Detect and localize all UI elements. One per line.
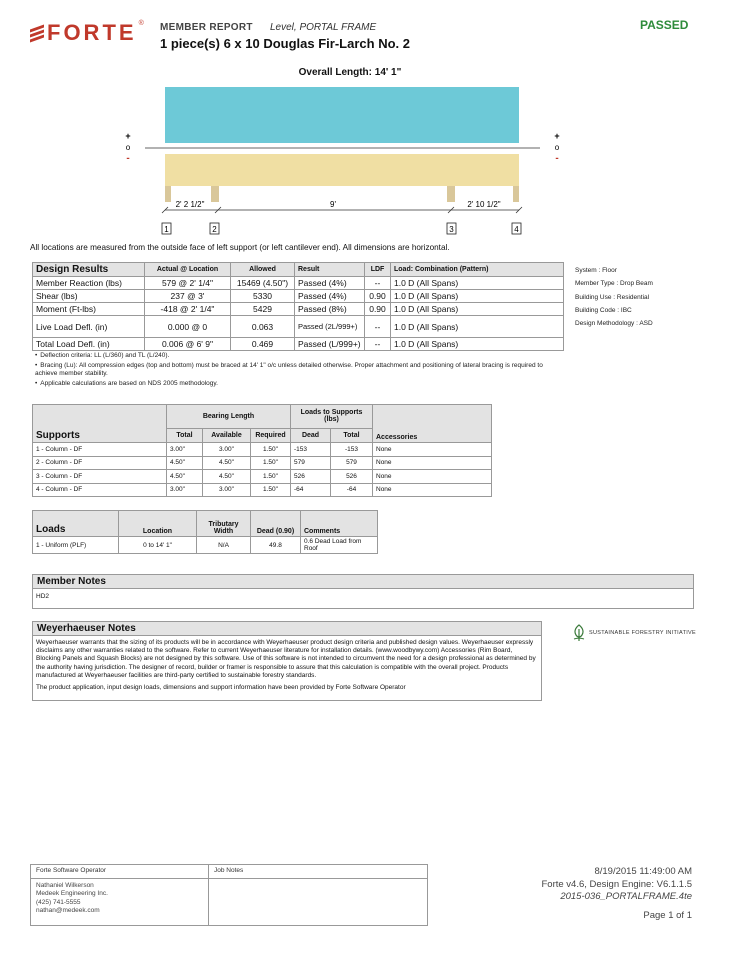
col-header: Total bbox=[331, 428, 373, 442]
load-area bbox=[165, 87, 519, 143]
col-header: Actual @ Location bbox=[145, 263, 231, 277]
status-badge: PASSED bbox=[640, 18, 689, 32]
weyerhaeuser-paragraph: Weyerhaeuser warrants that the sizing of its products will be in accordance with Weyerhaeuser product design criteria and published design values. Weyerhaeuser expressly disclaims any other warranties related to the software. Refer to current Weyerhaeuser literature for installation details. (www.woodbywy.com) Accessories (Rim Board, Blocking Panels and Squash Blocks) are not designed by this software. Use of this software is not intended to circumvent the need for a design professional as determined by the authority having jurisdiction. The designer of record, builder or framer is responsible to assure that this calculation is compatible with the overall project. Products manufactured at Weyerhaeuser facilities are third-party certified to sustainable forestry standards. bbox=[36, 639, 536, 679]
right-plus-sign: + bbox=[554, 131, 560, 141]
table-row bbox=[33, 470, 492, 484]
operator-email: nathan@medeek.com bbox=[36, 907, 100, 915]
cell: 1.0 D (All Spans) bbox=[391, 316, 564, 338]
cell: Passed (4%) bbox=[295, 290, 365, 303]
table-row bbox=[33, 277, 564, 290]
logo-text: FORTE bbox=[47, 20, 137, 45]
right-zero-sign: o bbox=[554, 143, 560, 152]
cell: -- bbox=[365, 338, 391, 351]
note-item: • Deflection criteria: LL (L/360) and TL (L/240). bbox=[35, 352, 170, 359]
cell: 0.6 Dead Load from Roof bbox=[301, 537, 378, 554]
cell: Passed (8%) bbox=[295, 303, 365, 316]
cell: N/A bbox=[197, 537, 251, 554]
cell: 579 bbox=[291, 456, 331, 470]
cell: Moment (Ft-lbs) bbox=[33, 303, 145, 316]
cell: -153 bbox=[291, 443, 331, 457]
cell: None bbox=[373, 483, 492, 497]
beam-diagram bbox=[0, 0, 750, 245]
left-plus-sign: + bbox=[125, 131, 131, 141]
cell: 526 bbox=[331, 470, 373, 484]
cell: Member Reaction (lbs) bbox=[33, 277, 145, 290]
cell: -418 @ 2' 1/4" bbox=[145, 303, 231, 316]
cell: -153 bbox=[331, 443, 373, 457]
cell: 0.90 bbox=[365, 290, 391, 303]
job-notes-header: Job Notes bbox=[209, 865, 427, 879]
cell: 526 bbox=[291, 470, 331, 484]
support-number-1: 1 bbox=[164, 225, 169, 234]
table-row bbox=[33, 443, 492, 457]
note-item: • Applicable calculations are based on NDS 2005 methodology. bbox=[35, 380, 218, 387]
version: Forte v4.6, Design Engine: V6.1.1.5 bbox=[541, 878, 692, 890]
member-notes-title: Member Notes bbox=[32, 574, 694, 589]
left-zero-sign: o bbox=[125, 143, 131, 152]
cell: 15469 (4.50") bbox=[231, 277, 295, 290]
col-header: Tributary Width bbox=[197, 511, 251, 537]
cell: 1.0 D (All Spans) bbox=[391, 277, 564, 290]
cell: Total Load Defl. (in) bbox=[33, 338, 145, 351]
cell: -64 bbox=[291, 483, 331, 497]
col-header: Accessories bbox=[373, 405, 492, 443]
system-info-line: Building Use : Residential bbox=[575, 293, 650, 301]
cell: None bbox=[373, 443, 492, 457]
cell: 1.50" bbox=[251, 470, 291, 484]
system-info bbox=[575, 264, 653, 330]
cell: 1.0 D (All Spans) bbox=[391, 338, 564, 351]
job-notes-column bbox=[209, 865, 427, 925]
dimension-label-3: 2' 10 1/2" bbox=[467, 200, 501, 209]
note-text: Bracing (Lu): All compression edges (top and bottom) must be braced at 14' 1" o/c unless detailed otherwise. Proper attachment and positioning of lateral bracing is required to achieve member stability. bbox=[35, 362, 543, 377]
table-row bbox=[33, 303, 564, 316]
sfi-tree-icon bbox=[572, 624, 586, 642]
member-beam bbox=[165, 154, 519, 186]
support-post-2 bbox=[211, 186, 219, 202]
cell: 0.063 bbox=[231, 316, 295, 338]
cell: 1.0 D (All Spans) bbox=[391, 303, 564, 316]
cell: Shear (lbs) bbox=[33, 290, 145, 303]
cell: Passed (2L/999+) bbox=[295, 316, 365, 338]
cell: 0.000 @ 0 bbox=[145, 316, 231, 338]
cell: Passed (4%) bbox=[295, 277, 365, 290]
footer-info-box bbox=[30, 864, 428, 926]
table-row bbox=[33, 338, 564, 351]
cell: 3 - Column - DF bbox=[33, 470, 167, 484]
weyerhaeuser-notes-section bbox=[32, 621, 542, 701]
cell: 49.8 bbox=[251, 537, 301, 554]
cell: 4.50" bbox=[167, 470, 203, 484]
logo-registered-mark: ® bbox=[138, 20, 144, 27]
report-meta bbox=[480, 866, 692, 904]
cell: 0 to 14' 1" bbox=[119, 537, 197, 554]
col-header: Comments bbox=[301, 511, 378, 537]
system-info-line: System : Floor bbox=[575, 267, 617, 274]
col-header: Dead bbox=[291, 428, 331, 442]
design-results-title: Design Results bbox=[33, 263, 145, 277]
note-text: Applicable calculations are based on NDS 2005 methodology. bbox=[40, 380, 218, 387]
system-info-line: Member Type : Drop Beam bbox=[575, 280, 653, 288]
supports-title: Supports bbox=[33, 405, 167, 443]
cell: Live Load Defl. (in) bbox=[33, 316, 145, 338]
cell: 3.00" bbox=[167, 483, 203, 497]
col-header: Required bbox=[251, 428, 291, 442]
table-row bbox=[33, 537, 378, 554]
loads-table bbox=[32, 510, 378, 554]
cell: None bbox=[373, 456, 492, 470]
cell: 0.006 @ 6' 9" bbox=[145, 338, 231, 351]
table-header-row bbox=[33, 263, 564, 277]
operator-company: Medeek Engineering Inc. bbox=[36, 890, 108, 898]
table-row bbox=[33, 456, 492, 470]
operator-column bbox=[31, 865, 209, 925]
cell: 4 - Column - DF bbox=[33, 483, 167, 497]
system-info-line: Design Methodology : ASD bbox=[575, 320, 653, 328]
cell: 3.00" bbox=[167, 443, 203, 457]
left-minus-sign: - bbox=[126, 153, 130, 164]
cell: 2 - Column - DF bbox=[33, 456, 167, 470]
cell: 237 @ 3' bbox=[145, 290, 231, 303]
operator-details bbox=[31, 879, 208, 919]
col-header: Load: Combination (Pattern) bbox=[391, 263, 564, 277]
design-results-table bbox=[32, 262, 564, 351]
cell: 1.50" bbox=[251, 456, 291, 470]
cell: 0.469 bbox=[231, 338, 295, 351]
col-header: Result bbox=[295, 263, 365, 277]
cell: 1 - Uniform (PLF) bbox=[33, 537, 119, 554]
system-info-line: Building Code : IBC bbox=[575, 306, 632, 314]
col-header: LDF bbox=[365, 263, 391, 277]
dimension-label-2: 9' bbox=[330, 200, 336, 209]
col-header: Location bbox=[119, 511, 197, 537]
cell: -- bbox=[365, 277, 391, 290]
page-number: Page 1 of 1 bbox=[643, 910, 692, 921]
cell: 5330 bbox=[231, 290, 295, 303]
weyerhaeuser-paragraph: The product application, input design loads, dimensions and support information have been provided by Forte Software Operator bbox=[36, 684, 406, 692]
sfi-logo bbox=[572, 624, 696, 642]
col-group-header: Bearing Length bbox=[167, 405, 291, 429]
timestamp: 8/19/2015 11:49:00 AM bbox=[594, 866, 692, 877]
col-header: Total bbox=[167, 428, 203, 442]
design-results-notes bbox=[35, 352, 565, 390]
table-row bbox=[33, 316, 564, 338]
note-item: • Bracing (Lu): All compression edges (top and bottom) must be braced at 14' 1" o/c unless detailed otherwise. Proper attachment and positioning of lateral bracing is required to achieve member stability. bbox=[35, 362, 543, 377]
member-title: 1 piece(s) 6 x 10 Douglas Fir-Larch No. 2 bbox=[160, 36, 410, 51]
note-text: Deflection criteria: LL (L/360) and TL (L/240). bbox=[40, 352, 170, 359]
cell: 4.50" bbox=[203, 470, 251, 484]
dimension-label-1: 2' 2 1/2" bbox=[175, 200, 205, 209]
loads-title: Loads bbox=[33, 511, 119, 537]
table-row bbox=[33, 290, 564, 303]
member-notes-section bbox=[32, 574, 694, 609]
operator-name: Nathaniel Wilkerson bbox=[36, 882, 94, 889]
weyerhaeuser-notes-body bbox=[32, 636, 542, 701]
cell: 579 bbox=[331, 456, 373, 470]
table-header-row bbox=[33, 405, 492, 429]
col-header: Allowed bbox=[231, 263, 295, 277]
weyerhaeuser-notes-title: Weyerhaeuser Notes bbox=[32, 621, 542, 636]
member-notes-body: HD2 bbox=[32, 589, 694, 609]
col-group-header: Loads to Supports (lbs) bbox=[291, 405, 373, 429]
right-minus-sign: - bbox=[555, 153, 559, 164]
table-header-row bbox=[33, 511, 378, 537]
cell: -- bbox=[365, 316, 391, 338]
supports-table bbox=[32, 404, 492, 497]
support-number-3: 3 bbox=[449, 225, 454, 234]
cell: 4.50" bbox=[167, 456, 203, 470]
operator-phone: (425) 741-5555 bbox=[36, 898, 81, 906]
report-label: MEMBER REPORT bbox=[160, 22, 253, 33]
cell: 1 - Column - DF bbox=[33, 443, 167, 457]
cell: -64 bbox=[331, 483, 373, 497]
cell: 0.90 bbox=[365, 303, 391, 316]
cell: 5429 bbox=[231, 303, 295, 316]
overall-length-label: Overall Length: 14' 1" bbox=[298, 67, 402, 78]
level-label: Level, PORTAL FRAME bbox=[270, 22, 377, 33]
support-post-4 bbox=[513, 186, 519, 202]
cell: 1.50" bbox=[251, 483, 291, 497]
sfi-label: SUSTAINABLE FORESTRY INITIATIVE bbox=[589, 630, 696, 636]
col-header: Dead (0.90) bbox=[251, 511, 301, 537]
cell: 579 @ 2' 1/4" bbox=[145, 277, 231, 290]
support-number-2: 2 bbox=[212, 225, 217, 234]
cell: Passed (L/999+) bbox=[295, 338, 365, 351]
cell: 3.00" bbox=[203, 483, 251, 497]
col-header: Available bbox=[203, 428, 251, 442]
support-post-1 bbox=[165, 186, 171, 202]
filename: 2015-036_PORTALFRAME.4te bbox=[560, 891, 692, 902]
cell: 3.00" bbox=[203, 443, 251, 457]
table-row bbox=[33, 483, 492, 497]
cell: 1.0 D (All Spans) bbox=[391, 290, 564, 303]
support-number-4: 4 bbox=[514, 225, 519, 234]
cell: 1.50" bbox=[251, 443, 291, 457]
dimension-note: All locations are measured from the outside face of left support (or left cantilever end). All dimensions are horizontal. bbox=[30, 243, 450, 252]
cell: 4.50" bbox=[203, 456, 251, 470]
cell: None bbox=[373, 470, 492, 484]
operator-header: Forte Software Operator bbox=[31, 865, 208, 879]
support-post-3 bbox=[447, 186, 455, 202]
